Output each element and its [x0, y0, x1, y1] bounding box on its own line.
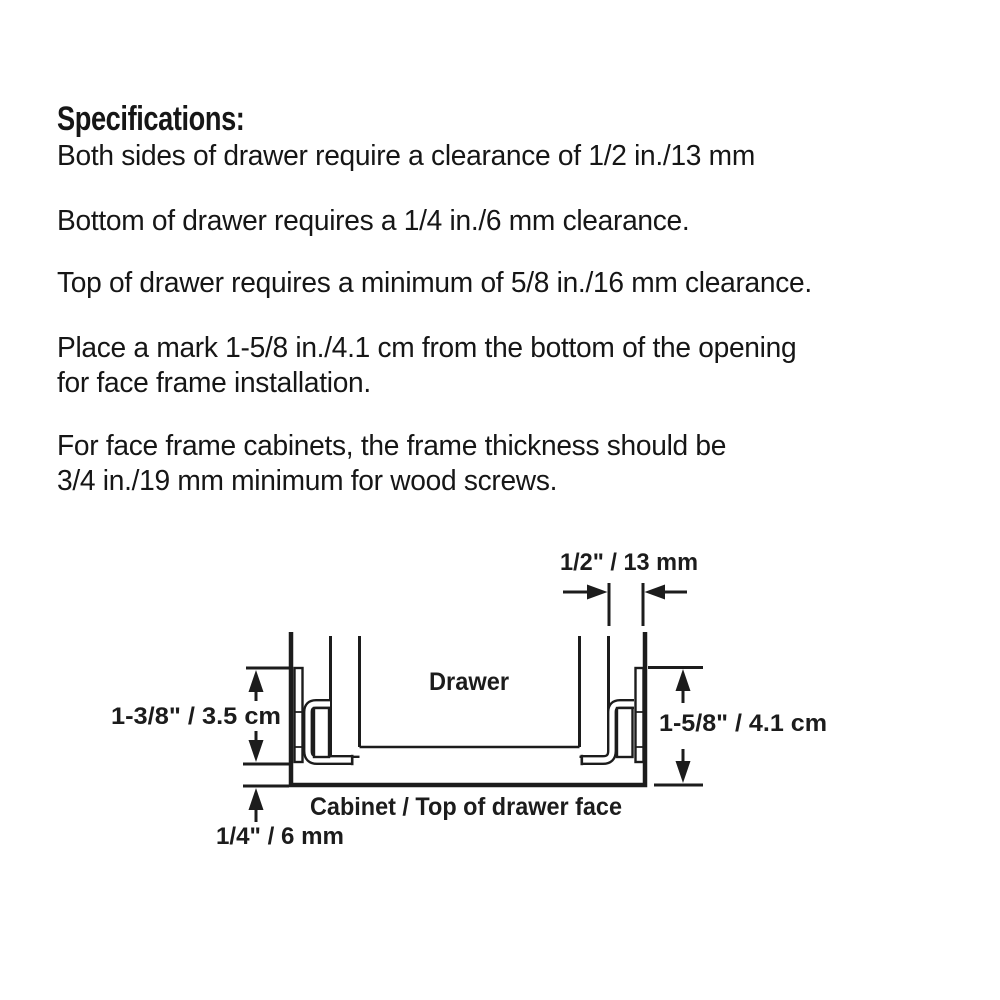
right-height-label: 1-5/8" / 4.1 cm — [659, 710, 827, 737]
drawer-left-wall — [331, 636, 360, 758]
dimension-left-height — [111, 668, 289, 764]
dimension-right-height — [648, 668, 827, 786]
left-height-label: 1-3/8" / 3.5 cm — [111, 703, 281, 730]
spec-bottom-clearance-text: Bottom of drawer requires a 1/4 in./6 mm clearance. — [57, 205, 690, 237]
spec-top-clearance-text: Top of drawer requires a minimum of 5/8 in./16 mm clearance. — [57, 267, 812, 299]
slide-bracket-right — [582, 668, 644, 765]
spec-mark-placement-text-line1: Place a mark 1-5/8 in./4.1 cm from the bottom of the opening — [57, 332, 797, 364]
spec-frame-thickness-text-line1: For face frame cabinets, the frame thickness should be — [57, 430, 727, 462]
dimension-side-clearance — [560, 549, 698, 626]
bottom-clearance-label: 1/4" / 6 mm — [216, 823, 344, 850]
spec-frame-thickness-text-line2: 3/4 in./19 mm minimum for wood screws. — [57, 465, 558, 497]
specifications-heading: Specifications: — [57, 100, 245, 138]
side-clearance-label: 1/2" / 13 mm — [560, 549, 698, 576]
drawer-right-wall — [580, 636, 609, 758]
spec-mark-placement-text-line2: for face frame installation. — [57, 367, 371, 399]
spec-side-clearance-text: Both sides of drawer require a clearance of 1/2 in./13 mm — [57, 140, 755, 172]
slide-bracket-left — [295, 668, 353, 765]
drawer-label: Drawer — [429, 668, 510, 696]
cabinet-label: Cabinet / Top of drawer face — [310, 793, 623, 821]
